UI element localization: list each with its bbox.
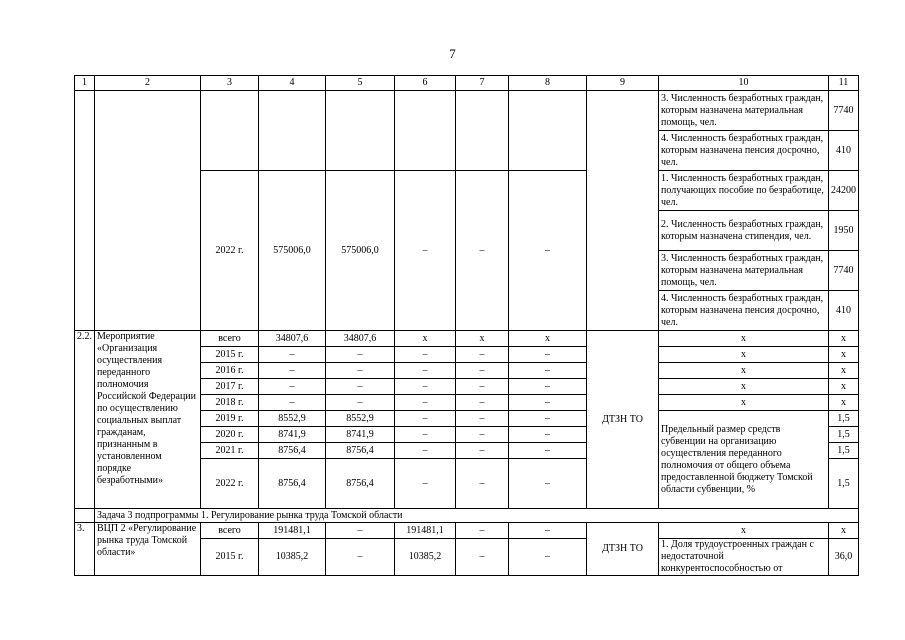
indicator-text: 4. Численность безработных граждан, которым назначена пенсия досрочно, чел. <box>659 291 829 331</box>
amount-local: – <box>456 523 509 539</box>
year-cell: 2016 г. <box>201 363 259 379</box>
executor-cell <box>587 91 659 331</box>
amount-federal: 8756,4 <box>326 459 395 509</box>
empty-cell <box>326 91 395 171</box>
indicator-text: 1. Численность безработных граждан, получающих пособие по безработице, чел. <box>659 171 829 211</box>
indicator-text: x <box>659 363 829 379</box>
indicator-text: x <box>659 331 829 347</box>
amount-regional: – <box>395 411 456 427</box>
header-cell: 3 <box>201 76 259 91</box>
amount-total: – <box>259 363 326 379</box>
indicator-text: 4. Численность безработных граждан, которым назначена пенсия досрочно, чел. <box>659 131 829 171</box>
amount-other: – <box>509 411 587 427</box>
header-cell: 5 <box>326 76 395 91</box>
amount-federal: 575006,0 <box>326 171 395 331</box>
indicator-value: 1,5 <box>829 427 859 443</box>
indicator-value: 410 <box>829 291 859 331</box>
indicator-value: x <box>829 523 859 539</box>
header-cell: 10 <box>659 76 829 91</box>
empty-cell <box>95 91 201 331</box>
amount-local: – <box>456 443 509 459</box>
indicator-value: 7740 <box>829 251 859 291</box>
header-cell: 9 <box>587 76 659 91</box>
amount-other: – <box>509 523 587 539</box>
year-cell: 2018 г. <box>201 395 259 411</box>
task-heading: Задача 3 подпрограммы 1. Регулирование рынка труда Томской области <box>95 509 859 523</box>
amount-regional: – <box>395 379 456 395</box>
indicator-value: 1,5 <box>829 459 859 509</box>
header-cell: 7 <box>456 76 509 91</box>
amount-local: – <box>456 171 509 331</box>
amount-federal: 8756,4 <box>326 443 395 459</box>
amount-regional: – <box>395 363 456 379</box>
amount-local: – <box>456 411 509 427</box>
amount-regional: – <box>395 443 456 459</box>
amount-federal: 8552,9 <box>326 411 395 427</box>
amount-other: – <box>509 171 587 331</box>
amount-total: 8552,9 <box>259 411 326 427</box>
amount-total: 10385,2 <box>259 539 326 576</box>
year-cell: 2019 г. <box>201 411 259 427</box>
amount-other: – <box>509 395 587 411</box>
empty-cell <box>456 91 509 171</box>
item-number: 3. <box>75 523 95 576</box>
indicator-value: 36,0 <box>829 539 859 576</box>
program-table <box>74 75 859 576</box>
amount-total: – <box>259 347 326 363</box>
amount-federal: 8741,9 <box>326 427 395 443</box>
amount-local: x <box>456 331 509 347</box>
amount-other: – <box>509 379 587 395</box>
indicator-value: x <box>829 363 859 379</box>
indicator-text: x <box>659 347 829 363</box>
empty-cell <box>75 91 95 331</box>
year-cell: 2020 г. <box>201 427 259 443</box>
amount-local: – <box>456 459 509 509</box>
amount-local: – <box>456 379 509 395</box>
item-name: ВЦП 2 «Регулирование рынка труда Томской области» <box>95 523 201 576</box>
header-cell: 4 <box>259 76 326 91</box>
amount-total: 575006,0 <box>259 171 326 331</box>
amount-regional: x <box>395 331 456 347</box>
amount-total: – <box>259 379 326 395</box>
year-cell: 2021 г. <box>201 443 259 459</box>
page-number: 7 <box>449 46 456 61</box>
amount-federal: – <box>326 379 395 395</box>
amount-regional: – <box>395 171 456 331</box>
empty-cell <box>259 91 326 171</box>
indicator-value: 1,5 <box>829 411 859 427</box>
amount-other: x <box>509 331 587 347</box>
amount-federal: – <box>326 539 395 576</box>
header-cell: 2 <box>95 76 201 91</box>
year-cell: 2017 г. <box>201 379 259 395</box>
header-cell: 11 <box>829 76 859 91</box>
amount-local: – <box>456 363 509 379</box>
table-row <box>75 91 859 131</box>
amount-other: – <box>509 347 587 363</box>
header-cell: 8 <box>509 76 587 91</box>
amount-federal: – <box>326 395 395 411</box>
table-header-row <box>75 76 859 91</box>
amount-total: – <box>259 395 326 411</box>
item-name: Мероприятие «Организация осуществления переданного полномочия Российской Федерации по осуществлению социальных выплат гражданам, признанным в установленном порядке безработными» <box>95 331 201 509</box>
amount-local: – <box>456 347 509 363</box>
amount-other: – <box>509 427 587 443</box>
amount-total: 34807,6 <box>259 331 326 347</box>
indicator-value: 1950 <box>829 211 859 251</box>
year-cell: 2022 г. <box>201 459 259 509</box>
indicator-value: x <box>829 379 859 395</box>
amount-regional: 10385,2 <box>395 539 456 576</box>
indicator-value: x <box>829 347 859 363</box>
amount-total: 8741,9 <box>259 427 326 443</box>
amount-other: – <box>509 539 587 576</box>
indicator-text: 2. Численность безработных граждан, которым назначена стипендия, чел. <box>659 211 829 251</box>
indicator-text: 3. Численность безработных граждан, которым назначена материальная помощь, чел. <box>659 251 829 291</box>
amount-federal: – <box>326 523 395 539</box>
amount-federal: – <box>326 347 395 363</box>
executor-cell: ДТЗН ТО <box>587 523 659 576</box>
amount-regional: – <box>395 427 456 443</box>
amount-local: – <box>456 395 509 411</box>
amount-regional: – <box>395 459 456 509</box>
table-row <box>75 523 859 539</box>
indicator-value: x <box>829 331 859 347</box>
amount-local: – <box>456 539 509 576</box>
table-row <box>75 331 859 347</box>
indicator-value: 1,5 <box>829 443 859 459</box>
indicator-value: 24200 <box>829 171 859 211</box>
indicator-text: Предельный размер средств субвенции на организацию осуществления переданного полномочия от общего объема предоставленной бюджету Томской области субвенции, % <box>659 411 829 509</box>
task-heading-row <box>75 509 859 523</box>
year-cell: всего <box>201 523 259 539</box>
indicator-value: 410 <box>829 131 859 171</box>
year-cell: всего <box>201 331 259 347</box>
amount-total: 8756,4 <box>259 459 326 509</box>
amount-regional: – <box>395 395 456 411</box>
indicator-text: 1. Доля трудоустроенных граждан с недостаточной конкурентоспособностью от <box>659 539 829 576</box>
indicator-text: x <box>659 379 829 395</box>
empty-cell <box>75 509 95 523</box>
empty-cell <box>509 91 587 171</box>
amount-regional: – <box>395 347 456 363</box>
item-number: 2.2. <box>75 331 95 509</box>
indicator-text: 3. Численность безработных граждан, которым назначена материальная помощь, чел. <box>659 91 829 131</box>
amount-total: 191481,1 <box>259 523 326 539</box>
amount-other: – <box>509 363 587 379</box>
header-cell: 6 <box>395 76 456 91</box>
indicator-text: x <box>659 395 829 411</box>
amount-other: – <box>509 459 587 509</box>
indicator-value: 7740 <box>829 91 859 131</box>
amount-other: – <box>509 443 587 459</box>
indicator-value: x <box>829 395 859 411</box>
executor-cell: ДТЗН ТО <box>587 331 659 509</box>
amount-federal: 34807,6 <box>326 331 395 347</box>
year-cell: 2015 г. <box>201 347 259 363</box>
header-cell: 1 <box>75 76 95 91</box>
amount-total: 8756,4 <box>259 443 326 459</box>
empty-cell <box>201 91 259 171</box>
indicator-text: x <box>659 523 829 539</box>
amount-federal: – <box>326 363 395 379</box>
year-cell: 2015 г. <box>201 539 259 576</box>
year-cell: 2022 г. <box>201 171 259 331</box>
amount-regional: 191481,1 <box>395 523 456 539</box>
amount-local: – <box>456 427 509 443</box>
empty-cell <box>395 91 456 171</box>
